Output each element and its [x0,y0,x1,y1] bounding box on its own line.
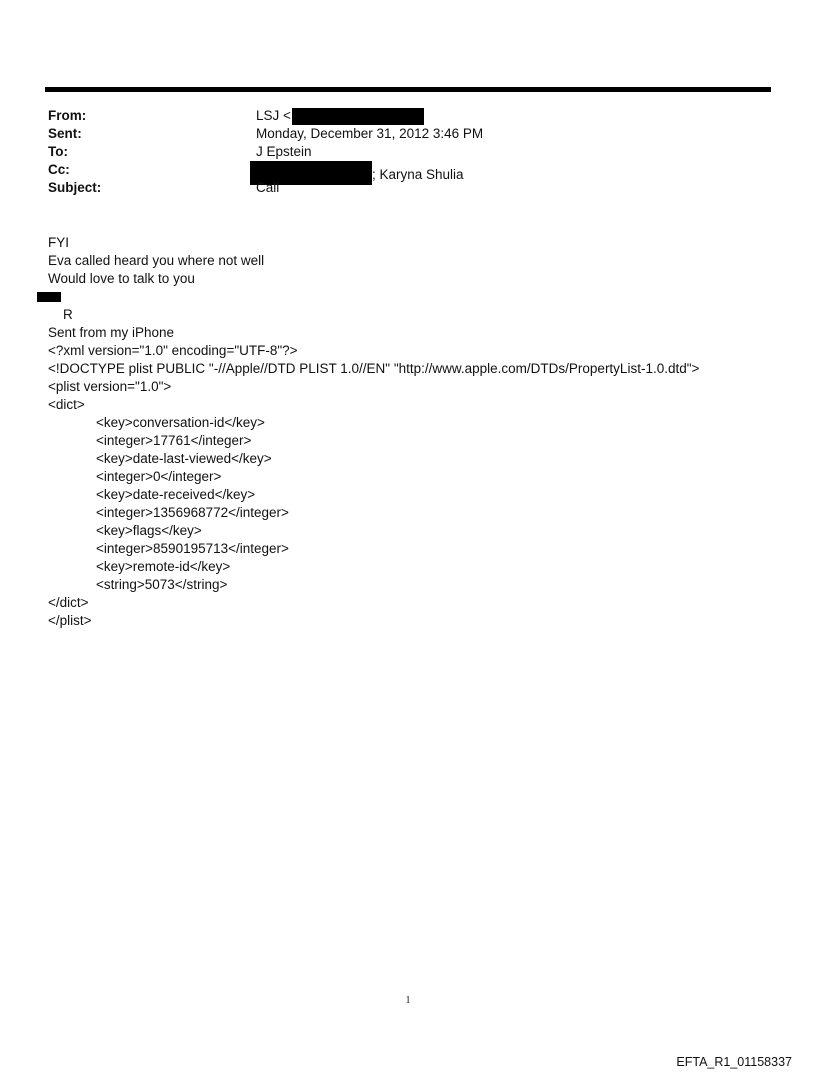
body-line: FYI [48,235,70,250]
email-header [48,107,748,197]
subject-value: Call [256,180,280,195]
body-line: <key>conversation-id</key> [96,415,265,430]
sent-row [48,125,748,143]
body-line: </dict> [48,595,89,610]
from-text: LSJ < [256,108,291,123]
blank-line [48,306,788,324]
body-line: <string>5073</string> [96,577,228,592]
from-value [256,107,424,125]
cc-text: ; Karyna Shulia [372,167,464,182]
subject-label: Subject: [48,180,102,195]
body-line: <plist version="1.0"> [48,379,172,394]
subject-row [48,179,748,197]
header-rule [45,87,771,92]
to-row [48,143,748,161]
body-line: Would love to talk to you [48,271,195,286]
body-line: <!DOCTYPE plist PUBLIC "-//Apple//DTD PLIST 1.0//EN" "http://www.apple.com/DTDs/PropertyList-1.0.dtd"> [48,361,700,376]
signature-line [48,288,788,322]
from-row [48,107,748,125]
body-line: Sent from my iPhone [48,325,175,340]
body-line: <integer>0</integer> [96,469,222,484]
from-label: From: [48,108,87,123]
cc-label: Cc: [48,162,70,177]
body-line: <integer>17761</integer> [96,433,252,448]
signature-initial: R [63,307,73,322]
redaction-block [292,108,424,125]
redaction-block [37,292,61,302]
body-line: <dict> [48,397,85,412]
sent-value: Monday, December 31, 2012 3:46 PM [256,126,484,141]
cc-row [48,161,748,182]
to-label: To: [48,144,68,159]
body-line: <key>date-last-viewed</key> [96,451,272,466]
body-line: <key>remote-id</key> [96,559,231,574]
body-line: <?xml version="1.0" encoding="UTF-8"?> [48,343,298,358]
document-id: EFTA_R1_01158337 [676,1055,792,1069]
body-line: <key>flags</key> [96,523,202,538]
sent-label: Sent: [48,126,82,141]
body-line: Eva called heard you where not well [48,253,265,268]
body-line: <integer>1356968772</integer> [96,505,289,520]
page-number: 1 [405,995,411,1006]
body-line: <key>date-received</key> [96,487,256,502]
body-line: </plist> [48,613,92,628]
body-line: <integer>8590195713</integer> [96,541,289,556]
email-body [48,234,788,630]
to-value: J Epstein [256,144,312,159]
